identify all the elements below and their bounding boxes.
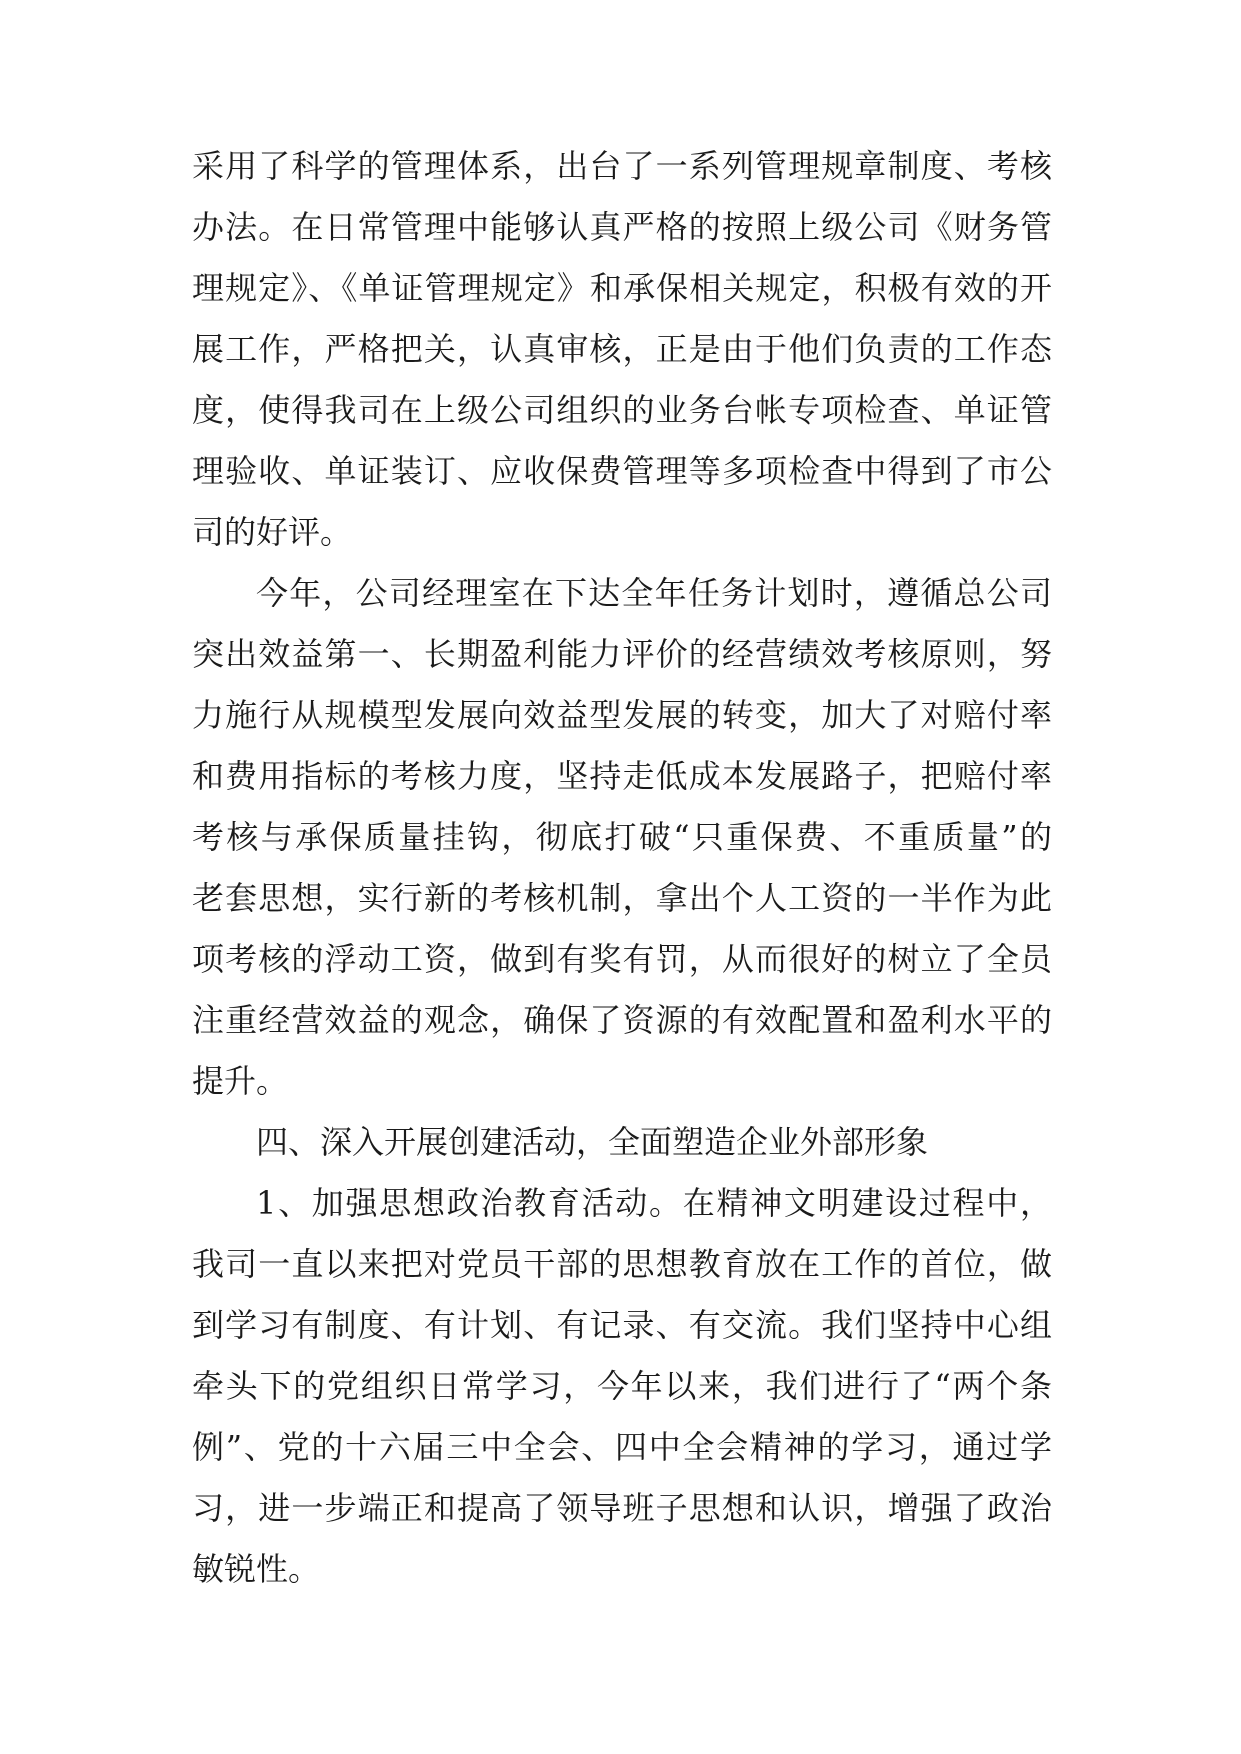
text-line: 力施行从规模型发展向效益型发展的转变，加大了对赔付率 bbox=[192, 696, 1052, 734]
text-line: 突出效益第一、长期盈利能力评价的经营绩效考核原则，努 bbox=[192, 635, 1052, 673]
text-line: 1、加强思想政治教育活动。在精神文明建设过程中， bbox=[256, 1184, 1052, 1222]
text-line: 提升。 bbox=[192, 1062, 289, 1100]
text-line: 采用了科学的管理体系，出台了一系列管理规章制度、考核 bbox=[192, 147, 1052, 185]
text-line: 到学习有制度、有计划、有记录、有交流。我们坚持中心组 bbox=[192, 1306, 1052, 1344]
text-line: 老套思想，实行新的考核机制，拿出个人工资的一半作为此 bbox=[192, 879, 1052, 917]
text-line: 和费用指标的考核力度，坚持走低成本发展路子，把赔付率 bbox=[192, 757, 1052, 795]
text-line: 展工作，严格把关，认真审核，正是由于他们负责的工作态 bbox=[192, 330, 1052, 368]
text-line: 考核与承保质量挂钩，彻底打破“只重保费、不重质量”的 bbox=[192, 818, 1052, 856]
text-line: 习，进一步端正和提高了领导班子思想和认识，增强了政治 bbox=[192, 1489, 1052, 1527]
text-line: 办法。在日常管理中能够认真严格的按照上级公司《财务管 bbox=[192, 208, 1052, 246]
text-line: 理验收、单证装订、应收保费管理等多项检查中得到了市公 bbox=[192, 452, 1052, 490]
text-line: 例”、党的十六届三中全会、四中全会精神的学习，通过学 bbox=[192, 1428, 1052, 1466]
text-line: 司的好评。 bbox=[192, 513, 353, 551]
text-line: 项考核的浮动工资，做到有奖有罚，从而很好的树立了全员 bbox=[192, 940, 1052, 978]
text-line: 注重经营效益的观念，确保了资源的有效配置和盈利水平的 bbox=[192, 1001, 1052, 1039]
text-line: 今年，公司经理室在下达全年任务计划时，遵循总公司 bbox=[256, 574, 1052, 612]
document-body bbox=[192, 136, 1052, 1600]
text-line: 敏锐性。 bbox=[192, 1550, 321, 1588]
section-heading: 四、深入开展创建活动，全面塑造企业外部形象 bbox=[256, 1123, 929, 1161]
text-line: 我司一直以来把对党员干部的思想教育放在工作的首位，做 bbox=[192, 1245, 1052, 1283]
text-line: 理规定》、《单证管理规定》和承保相关规定，积极有效的开 bbox=[192, 269, 1052, 307]
text-line: 度，使得我司在上级公司组织的业务台帐专项检查、单证管 bbox=[192, 391, 1052, 429]
text-line: 牵头下的党组织日常学习，今年以来，我们进行了“两个条 bbox=[192, 1367, 1052, 1405]
